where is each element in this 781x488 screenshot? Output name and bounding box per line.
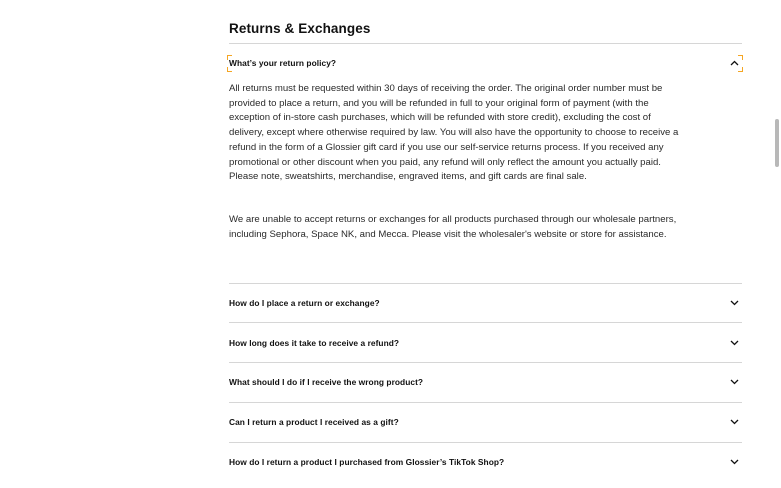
focus-indicator [738, 55, 743, 60]
faq-question-label: Can I return a product I received as a gift? [229, 417, 399, 427]
divider [229, 362, 742, 363]
chevron-down-icon [728, 416, 740, 428]
chevron-down-icon [728, 456, 740, 468]
faq-question-tiktok-shop[interactable] [229, 452, 742, 472]
divider [229, 442, 742, 443]
faq-question-return-policy[interactable] [229, 53, 742, 73]
focus-indicator [227, 55, 232, 60]
chevron-down-icon [728, 337, 740, 349]
faq-question-label: What should I do if I receive the wrong product? [229, 377, 424, 387]
faq-answer-paragraph: All returns must be requested within 30 days of receiving the order. The original order number must be provided to place a return, and you will be refunded in full to your original form of payment (with the exception of in-store cash purchases, which will be refunded with store credit), excluding the cost of delivery, except where otherwise required by law. You will also have the opportunity to choose to receive a refund in the form of a Glossier gift card if you use our self-service returns process. If you received any promotional or other discount when you paid, any refund will only reflect the amount you actually paid. Please note, sweatshirts, merchandise, engraved items, and gift cards are final sale. [229, 83, 679, 183]
faq-question-label: What’s your return policy? [229, 58, 337, 68]
focus-indicator [738, 67, 743, 72]
section-title: Returns & Exchanges [229, 21, 371, 36]
faq-answer-paragraph: We are unable to accept returns or exchanges for all products purchased through our wholesale partners, including Sephora, Space NK, and Mecca. Please visit the wholesaler's website or store for assistance. [229, 214, 677, 240]
faq-question-wrong-product[interactable] [229, 372, 742, 392]
faq-question-place-return[interactable] [229, 293, 742, 313]
focus-indicator [227, 67, 232, 72]
divider [229, 322, 742, 323]
chevron-down-icon [728, 297, 740, 309]
chevron-down-icon [728, 376, 740, 388]
divider [229, 43, 742, 44]
divider [229, 283, 742, 284]
faq-question-label: How do I return a product I purchased from Glossier’s TikTok Shop? [229, 457, 505, 467]
faq-question-refund-time[interactable] [229, 333, 742, 353]
scrollbar-thumb[interactable] [775, 119, 779, 167]
faq-question-label: How long does it take to receive a refund? [229, 338, 400, 348]
divider [229, 402, 742, 403]
faq-question-gift-return[interactable] [229, 412, 742, 432]
faq-question-label: How do I place a return or exchange? [229, 298, 380, 308]
